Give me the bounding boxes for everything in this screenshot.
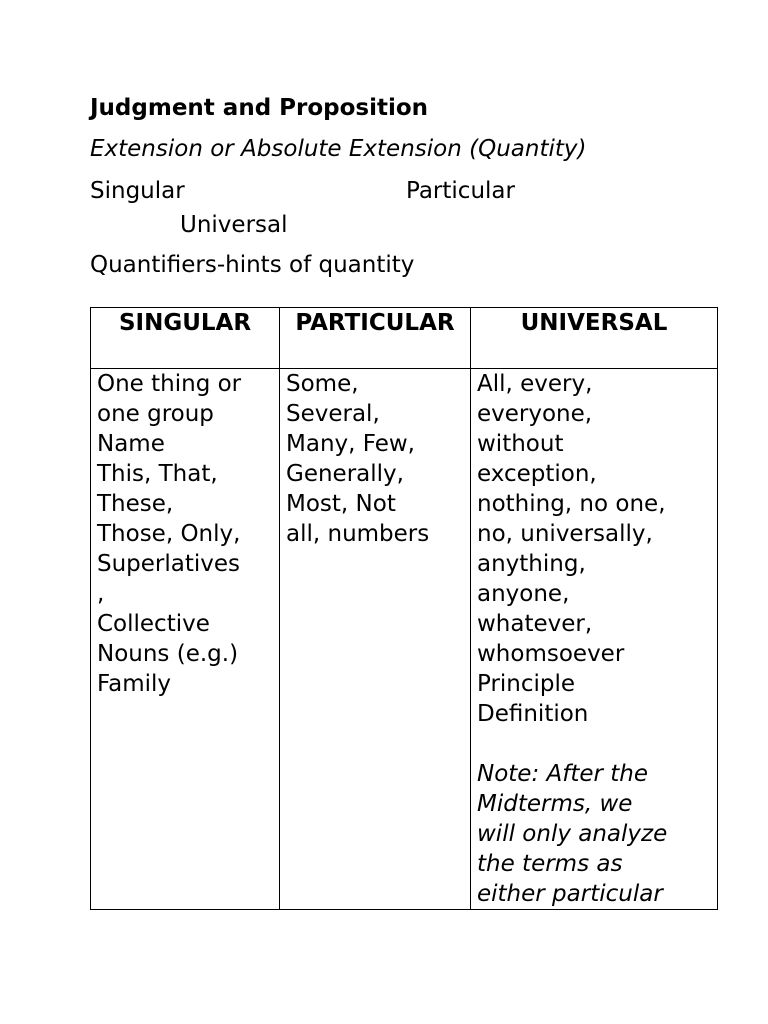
cell-line: Family	[97, 671, 172, 697]
note-line: either particular	[477, 881, 663, 907]
cell-line: ,	[97, 581, 105, 607]
cell-singular	[91, 369, 280, 910]
cell-line: Collective	[97, 611, 210, 637]
note-line: Note: After the	[477, 761, 649, 787]
cell-universal	[471, 369, 718, 910]
cell-line: Some,	[286, 371, 359, 397]
cell-line: Definition	[477, 701, 589, 727]
quantity-universal: Universal	[180, 212, 288, 238]
cell-line: Generally,	[286, 461, 404, 487]
document-page	[90, 90, 690, 907]
universal-note	[477, 759, 711, 909]
document-title: Judgment and Proposition	[90, 95, 429, 121]
cell-line: no, universally,	[477, 521, 653, 547]
cell-line: All, every,	[477, 371, 593, 397]
cell-line: anyone,	[477, 581, 570, 607]
cell-line: Superlatives	[97, 551, 241, 577]
header-particular: PARTICULAR	[280, 308, 471, 369]
note-line: will only analyze	[477, 821, 668, 847]
quantifiers-heading: Quantifiers-hints of quantity	[90, 252, 415, 278]
cell-line: Several,	[286, 401, 380, 427]
cell-line: whatever,	[477, 611, 593, 637]
cell-line: anything,	[477, 551, 586, 577]
cell-line: without	[477, 431, 564, 457]
cell-line: These,	[97, 491, 174, 517]
header-singular: SINGULAR	[91, 308, 280, 369]
cell-line: One thing or	[97, 371, 242, 397]
table-header-row	[91, 308, 718, 369]
cell-line: everyone,	[477, 401, 593, 427]
note-line: the terms as	[477, 851, 623, 877]
cell-line: Nouns (e.g.)	[97, 641, 239, 667]
quantity-particular: Particular	[406, 178, 515, 204]
table-row	[91, 369, 718, 910]
cell-line: Many, Few,	[286, 431, 415, 457]
note-line: Midterms, we	[477, 791, 633, 817]
cell-line: Name	[97, 431, 165, 457]
cell-particular	[280, 369, 471, 910]
document-subtitle: Extension or Absolute Extension (Quantity)	[90, 136, 587, 162]
cell-line: nothing, no one,	[477, 491, 666, 517]
cell-line: all, numbers	[286, 521, 430, 547]
cell-line: whomsoever	[477, 641, 625, 667]
quantity-singular: Singular	[90, 178, 185, 204]
cell-line: exception,	[477, 461, 597, 487]
header-universal: UNIVERSAL	[471, 308, 718, 369]
cell-line: This, That,	[97, 461, 218, 487]
cell-line: Principle	[477, 671, 576, 697]
cell-line: Most, Not	[286, 491, 396, 517]
cell-line: Those, Only,	[97, 521, 241, 547]
quantity-types	[90, 174, 690, 244]
cell-line: one group	[97, 401, 214, 427]
quantifiers-table	[90, 307, 718, 910]
